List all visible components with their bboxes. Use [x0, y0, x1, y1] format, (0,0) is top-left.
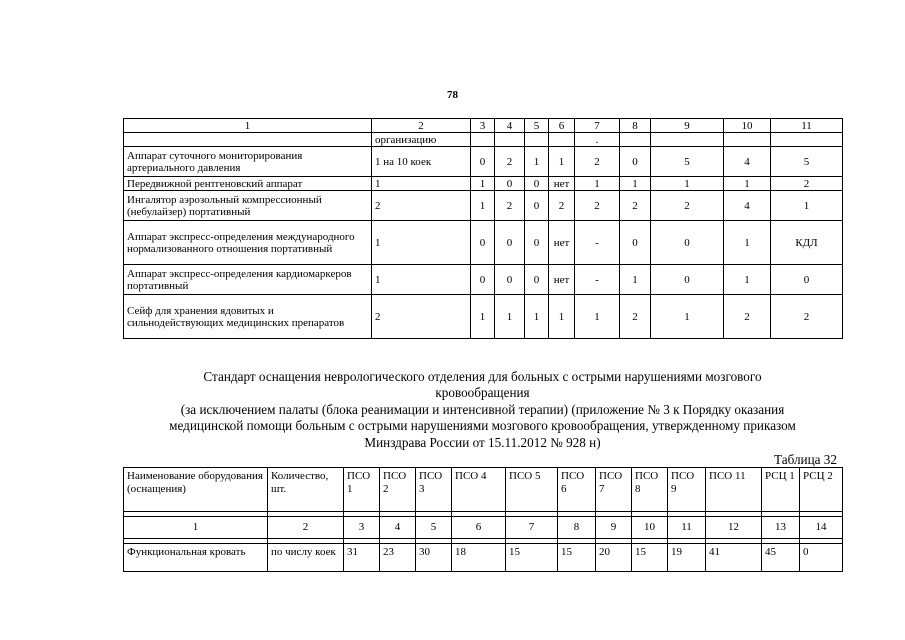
table2-cell: 41: [706, 544, 762, 572]
table2-header-cell: ПСО 9: [668, 468, 706, 512]
table1-cell: -: [575, 221, 620, 265]
table2-cell: 20: [596, 544, 632, 572]
table1-cell: [525, 133, 549, 147]
table1-cell: 4: [724, 191, 771, 221]
table1-cell: 1: [471, 295, 495, 339]
table2-number-cell: 1: [124, 517, 268, 539]
table1-cell: 0: [471, 265, 495, 295]
table1-cell: 1: [372, 221, 471, 265]
table1-cell: 1: [724, 265, 771, 295]
table1-cell: 1: [471, 177, 495, 191]
table1-cell: 2: [771, 177, 843, 191]
table1-cell: 0: [525, 191, 549, 221]
table1-cell: КДЛ: [771, 221, 843, 265]
table1-cell: нет: [549, 265, 575, 295]
table1-cell: 1: [549, 147, 575, 177]
table2-number-cell: 5: [416, 517, 452, 539]
table1-row: [124, 221, 843, 265]
table2-cell: 0: [800, 544, 843, 572]
table1-cell: 1: [620, 177, 651, 191]
standard-title-line: Минздрава России от 15.11.2012 № 928 н): [364, 434, 601, 450]
table1-header-cell: 11: [771, 119, 843, 133]
table2-cell: 23: [380, 544, 416, 572]
table2-number-cell: 13: [762, 517, 800, 539]
table2-cell: 18: [452, 544, 506, 572]
equipment-name: Функциональная кровать: [124, 544, 268, 572]
table2-cell: 31: [344, 544, 380, 572]
table2-header-cell: РСЦ 2: [800, 468, 843, 512]
table1-cell: 0: [495, 177, 525, 191]
table2-number-cell: 14: [800, 517, 843, 539]
table2-header-cell: ПСО 8: [632, 468, 668, 512]
table1-cell: 4: [724, 147, 771, 177]
table1-cell: 1: [651, 177, 724, 191]
table1-cell: 1: [724, 177, 771, 191]
table1-cell: 0: [651, 265, 724, 295]
table1-cell: 0: [495, 265, 525, 295]
standard-title-line: кровообращения: [435, 385, 530, 401]
table1-cell: [124, 133, 372, 147]
table-caption: Таблица 32: [774, 452, 837, 467]
table2-header-cell: ПСО 7: [596, 468, 632, 512]
table1-header-row: [124, 119, 843, 133]
table2-header-row: [124, 468, 843, 512]
table1-cell: [471, 133, 495, 147]
table1-header-cell: 9: [651, 119, 724, 133]
table1-row: [124, 265, 843, 295]
equipment-name: Сейф для хранения ядовитых и сильнодействующих медицинских препаратов: [124, 295, 372, 339]
table1-cell: [771, 133, 843, 147]
table1-cell: 2: [651, 191, 724, 221]
table1-cell: нет: [549, 177, 575, 191]
page-number: 78: [447, 89, 458, 101]
table1-header-cell: 8: [620, 119, 651, 133]
table2-number-cell: 6: [452, 517, 506, 539]
table2-row: [124, 544, 843, 572]
table1-cell: [620, 133, 651, 147]
table1-cell: 1: [575, 177, 620, 191]
equipment-name: Ингалятор аэрозольный компрессионный (небулайзер) портативный: [124, 191, 372, 221]
table1-header-cell: 3: [471, 119, 495, 133]
table1-row: [124, 177, 843, 191]
table1-cell: 1: [495, 295, 525, 339]
equipment-table-continued: [123, 118, 843, 339]
table1-cell: 2: [372, 191, 471, 221]
table2-cell: по числу коек: [268, 544, 344, 572]
standard-title: [100, 369, 865, 451]
table1-cell: 5: [651, 147, 724, 177]
table1-cell: 1: [525, 147, 549, 177]
table1-cell: 0: [651, 221, 724, 265]
table1-header-cell: 1: [124, 119, 372, 133]
table1-row: [124, 147, 843, 177]
table1-cell: 2: [495, 147, 525, 177]
table1-cell: 0: [771, 265, 843, 295]
equipment-standard-table: [123, 467, 843, 572]
table2-cell: 15: [506, 544, 558, 572]
table1-cell: 2: [620, 295, 651, 339]
table2-number-cell: 12: [706, 517, 762, 539]
table1-cell: 2: [771, 295, 843, 339]
table1-cell: 1: [620, 265, 651, 295]
table2-number-cell: 2: [268, 517, 344, 539]
table1-cell: 0: [620, 221, 651, 265]
table1-cell: 1: [471, 191, 495, 221]
table1-cell: 1: [525, 295, 549, 339]
standard-title-line: (за исключением палаты (блока реанимации и интенсивной терапии) (приложение № 3 к Порядку оказания: [180, 401, 785, 417]
table1-cell: нет: [549, 221, 575, 265]
equipment-name: Аппарат суточного мониторирования артериального давления: [124, 147, 372, 177]
table1-cell: -: [575, 265, 620, 295]
table2-cell: 30: [416, 544, 452, 572]
table1-cell: 5: [771, 147, 843, 177]
table1-cell: 0: [471, 221, 495, 265]
table1-header-cell: 5: [525, 119, 549, 133]
table1-cell: 2: [724, 295, 771, 339]
table1-cell: 0: [471, 147, 495, 177]
table1-cell: [495, 133, 525, 147]
table1-cell: 1: [771, 191, 843, 221]
table1-row: [124, 295, 843, 339]
table1-cell: 2: [575, 147, 620, 177]
table1-cell: .: [575, 133, 620, 147]
table1-cell: 1: [651, 295, 724, 339]
table1-cell: 2: [549, 191, 575, 221]
table1-cell: 2: [620, 191, 651, 221]
table1-cell: [651, 133, 724, 147]
table2-number-cell: 8: [558, 517, 596, 539]
table1-cell: 0: [525, 221, 549, 265]
table2-number-row: [124, 517, 843, 539]
table2-number-cell: 9: [596, 517, 632, 539]
equipment-name: Передвижной рентгеновский аппарат: [124, 177, 372, 191]
table2-number-cell: 4: [380, 517, 416, 539]
table1-header-cell: 4: [495, 119, 525, 133]
equipment-name: Аппарат экспресс-определения международного нормализованного отношения портативный: [124, 221, 372, 265]
table2-number-cell: 3: [344, 517, 380, 539]
table2-header-cell: Наименование оборудования (оснащения): [124, 468, 268, 512]
table2-cell: 15: [558, 544, 596, 572]
table1-cell: организацию: [372, 133, 471, 147]
table2-header-cell: ПСО 3: [416, 468, 452, 512]
table2-number-cell: 10: [632, 517, 668, 539]
table1-cell: 1 на 10 коек: [372, 147, 471, 177]
table2-header-cell: ПСО 5: [506, 468, 558, 512]
table1-cell: 1: [575, 295, 620, 339]
table2-number-cell: 7: [506, 517, 558, 539]
table2-header-cell: ПСО 1: [344, 468, 380, 512]
table1-note-row: [124, 133, 843, 147]
table2-header-cell: ПСО 4: [452, 468, 506, 512]
table1-cell: 2: [575, 191, 620, 221]
table2-cell: 19: [668, 544, 706, 572]
table1-cell: 1: [372, 177, 471, 191]
table1-cell: [724, 133, 771, 147]
table1-cell: 2: [372, 295, 471, 339]
table1-row: [124, 191, 843, 221]
table1-cell: 1: [724, 221, 771, 265]
table2-number-cell: 11: [668, 517, 706, 539]
standard-title-line: Стандарт оснащения неврологического отделения для больных с острыми нарушениями мозгового: [203, 369, 762, 384]
table1-cell: 1: [549, 295, 575, 339]
table1-cell: 0: [620, 147, 651, 177]
table2-header-cell: ПСО 6: [558, 468, 596, 512]
table2-cell: 45: [762, 544, 800, 572]
table1-header-cell: 10: [724, 119, 771, 133]
table1-header-cell: 2: [372, 119, 471, 133]
table1-cell: 0: [525, 177, 549, 191]
table1-header-cell: 6: [549, 119, 575, 133]
table2-cell: 15: [632, 544, 668, 572]
table1-cell: 0: [525, 265, 549, 295]
table2-header-cell: ПСО 11: [706, 468, 762, 512]
equipment-name: Аппарат экспресс-определения кардиомаркеров портативный: [124, 265, 372, 295]
table1-cell: 0: [495, 221, 525, 265]
table1-cell: [549, 133, 575, 147]
table2-header-cell: ПСО 2: [380, 468, 416, 512]
table1-cell: 1: [372, 265, 471, 295]
table1-header-cell: 7: [575, 119, 620, 133]
standard-title-line: медицинской помощи больным с острыми нарушениями мозгового кровообращения, утвержденному приказом: [169, 418, 796, 434]
table2-header-cell: РСЦ 1: [762, 468, 800, 512]
table1-cell: 2: [495, 191, 525, 221]
table2-header-cell: Количество, шт.: [268, 468, 344, 512]
